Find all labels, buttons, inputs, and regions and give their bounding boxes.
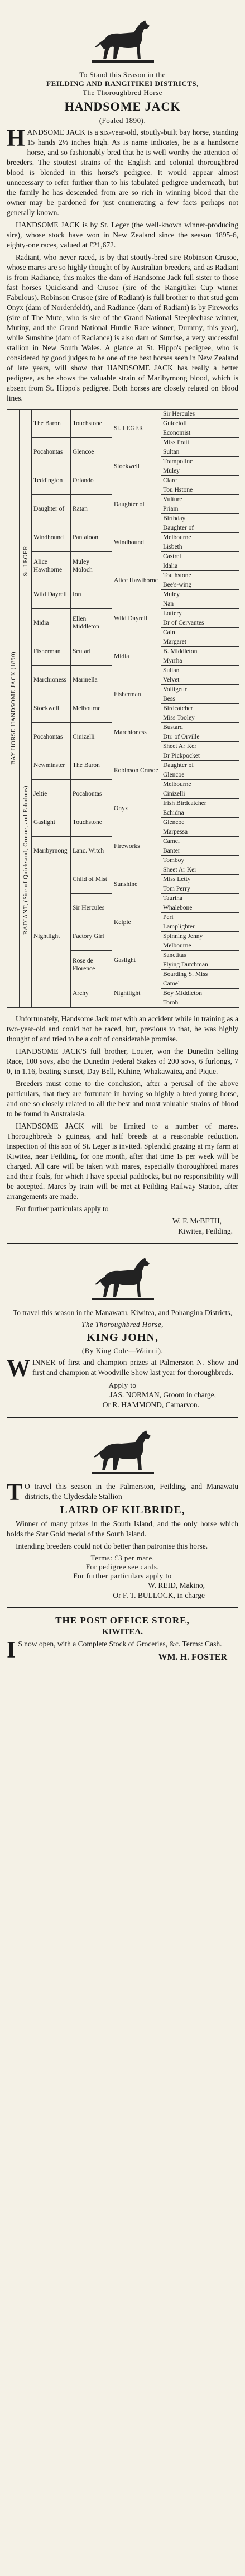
store-place: KIWITEA. (102, 1627, 143, 1636)
pedigree-ancestor: Idalia (161, 561, 239, 571)
pedigree-ancestor: Glencoe (71, 438, 112, 466)
signature-place: Kiwitea, Feilding. (178, 1227, 233, 1235)
dropcap: W (7, 1356, 30, 1382)
pedigree-ancestor: Daughter of (161, 523, 239, 533)
paragraph-3: Intending breeders could not do better than patronise this horse. (16, 1542, 208, 1550)
pedigree-ancestor: Whalebone (161, 903, 239, 913)
pedigree-ancestor: Scutari (71, 637, 112, 666)
pedigree-ancestor: Vulture (161, 495, 239, 504)
pedigree-ancestor: Lamplighter (161, 922, 239, 932)
pedigree-ancestor: Child of Mist (71, 865, 112, 894)
pedigree-ancestor: Tomboy (161, 856, 239, 865)
pedigree-ancestor: The Baron (32, 410, 71, 438)
pedigree-ancestor: Boarding S. Miss (161, 970, 239, 979)
pedigree-table (7, 409, 238, 1008)
dropcap: H (7, 126, 25, 151)
contact-1: JAS. NORMAN, Groom in charge, (109, 1391, 216, 1399)
paragraph-5: HANDSOME JACK'S full brother, Louter, won the Dunedin Selling Race, 100 sovs, also the Dunedin Federal Stakes of 200 sovs, 6 furlongs, 7 0, in 1.16, beating Sunset, Day Bell, Kuhine, Whakawaiea, and Pique. (7, 1047, 238, 1075)
pedigree-ancestor: Fisherman (112, 675, 161, 713)
pedigree-ancestor: Tom Perry (161, 884, 239, 894)
advertisement-post-office-store (7, 1608, 238, 1669)
pedigree-ancestor: Muley (161, 590, 239, 599)
pedigree-ancestor: Newminster (32, 751, 71, 780)
pedigree-ancestor: Dtr. of Orville (161, 732, 239, 742)
pedigree-ancestor: St. LEGER (112, 410, 161, 447)
pedigree-ancestor: Myrrha (161, 656, 239, 666)
pedigree-dam: RADIANT, (Sire of Quicksand, Crusoe, and Fabulous) (20, 713, 32, 1008)
horse-name: KING JOHN, (87, 1331, 158, 1344)
pedigree-ancestor: Guiccioli (161, 419, 239, 428)
pedigree-ancestor: Pantaloon (71, 523, 112, 552)
pedigree-ancestor: Glencoe (161, 818, 239, 827)
pedigree-ancestor: Flying Dutchman (161, 960, 239, 970)
pedigree-ancestor: Pocahontas (71, 780, 112, 808)
pedigree-ancestor: Spinning Jenny (161, 932, 239, 941)
foaled: (Foaled 1890). (99, 116, 146, 125)
pedigree-ancestor: Marchioness (112, 713, 161, 751)
paragraph-8: For further particulars apply to (16, 1204, 109, 1213)
pedigree-ancestor: Melbourne (161, 780, 239, 789)
pedigree-ancestor: Sultan (161, 447, 239, 457)
pedigree-ancestor: Cinizelli (71, 723, 112, 751)
pedigree-ancestor: Clare (161, 476, 239, 485)
pedigree-ancestor: Sir Hercules (71, 894, 112, 922)
pedigree-ancestor: Jeltie (32, 780, 71, 808)
pedigree-ancestor: Lisbeth (161, 542, 239, 552)
pedigree-ancestor: Marinella (71, 666, 112, 694)
horse-icon (89, 1423, 156, 1479)
horse-name: LAIRD OF KILBRIDE, (60, 1504, 185, 1516)
pedigree-ancestor: Tou Hstone (161, 485, 239, 495)
pedigree-ancestor: Nightlight (32, 865, 71, 1008)
pedigree-ancestor: Dr Pickpocket (161, 751, 239, 761)
pedigree-ancestor: Tou hstone (161, 571, 239, 580)
pedigree-ancestor: Glencoe (161, 770, 239, 780)
pedigree-ancestor: Melbourne (71, 694, 112, 723)
pedigree-ancestor: Pocahontas (32, 438, 71, 466)
pedigree-ancestor: Irish Birdcatcher (161, 799, 239, 808)
pedigree-ancestor: Echidna (161, 808, 239, 818)
paragraph-2: Winner of many prizes in the South Island, and the only horse which holds the Star Gold medal of the South Island. (7, 1520, 238, 1538)
intro-line: To Stand this Season in the (79, 70, 166, 79)
paragraph-1: T O travel this season in the Palmerston, Feilding, and Manawatu districts, the Clydesdale Stallion (7, 1480, 238, 1506)
pedigree-ancestor: Gaslight (32, 808, 71, 837)
breeding: (By King Cole—Wainui). (81, 1346, 164, 1355)
dropcap: T (7, 1480, 23, 1506)
pedigree-ancestor: Ratan (71, 495, 112, 523)
apply: For further particulars apply to (73, 1572, 172, 1580)
pedigree-ancestor: Alice Hawthorne (32, 552, 71, 580)
pedigree-ancestor: Boy Middleton (161, 989, 239, 998)
signature-2: Or F. T. BULLOCK, in charge (113, 1591, 205, 1599)
pedigree-ancestor: Castrel (161, 552, 239, 561)
intro-sub: The Thoroughbred Horse (83, 88, 162, 97)
advertisement-king-john (7, 1244, 238, 1418)
pedigree-ancestor: Miss Letty (161, 875, 239, 884)
pedigree-ancestor: Peri (161, 913, 239, 922)
paragraph-1: HANDSOME JACK is a six-year-old, stoutly-built bay horse, standing 15 hands 2½ inches high. As is name indicates, he is a handsome horse, and so fashionably bred that he is well worthy the attention of breeders. The stoutest strains of the English and colonial thoroughbred blood is blended in this horse's pedigree. It would appear almost unnecessary to refer further than to his tabulated pedigree underneath, but the family he has descended from are so rich in winning blood that the owner may be pardoned for just enumerating a few facts perhaps not generally known. (7, 126, 238, 217)
paragraph-1: I S now open, with a Complete Stock of Groceries, &c. Terms: Cash. (7, 1637, 222, 1663)
paragraph-7: HANDSOME JACK will be limited to a number of mares. Thoroughbreds 5 guineas, and half breeds at a reasonable reduction. Inspection of this son of St. Leger is invited. Splendid grazing at my farm at Kiwitea, near Feilding, for one month, after that time 1s per week will be charged. All care will be taken with mares, especially thoroughbred mares and their foals, for which I have special paddocks, but no responsibility will be accepted. Mares by train will be met at Feilding Railway Station, after arrangements are made. (7, 1122, 238, 1201)
pedigree-ancestor: Nan (161, 599, 239, 609)
pedigree-ancestor: Sunshine (112, 865, 161, 903)
dropcap: I (7, 1637, 16, 1663)
pedigree-ancestor: Daughter of (112, 485, 161, 523)
pedigree-horse-title: BAY HORSE HANDSOME JACK (1890) (7, 410, 20, 1008)
advertisement-laird-of-kilbride (7, 1418, 238, 1608)
pedigree-ancestor: Wild Dayrell (32, 580, 71, 609)
pedigree-ancestor: Archy (71, 979, 112, 1008)
pedigree-ancestor: Miss Tooley (161, 713, 239, 723)
signature-name: W. F. McBETH, (172, 1217, 222, 1225)
pedigree-ancestor: Onyx (112, 789, 161, 827)
pedigree-ancestor: Kelpie (112, 903, 161, 941)
pedigree-ancestor: Toroh (161, 998, 239, 1008)
pedigree-ancestor: Rose de Florence (71, 951, 112, 979)
pedigree-ancestor: Stockwell (32, 694, 71, 723)
pedigree-ancestor: Velvet (161, 675, 239, 685)
pedigree-ancestor: Gaslight (112, 941, 161, 979)
pedigree-ancestor: Muley Moloch (71, 552, 112, 580)
pedigree-ancestor: Sanctitas (161, 951, 239, 960)
advertisement-handsome-jack (7, 7, 238, 1244)
pedigree-ancestor: Daughter of (32, 495, 71, 523)
pedigree-ancestor: Camel (161, 979, 239, 989)
pedigree-ancestor: Sultan (161, 666, 239, 675)
districts-line: FEILDING AND RANGITIKEI DISTRICTS, (46, 79, 199, 88)
pedigree-ancestor: Sheet Ar Ker (161, 742, 239, 751)
pedigree-ancestor: The Baron (71, 751, 112, 780)
pedigree-ancestor: Robinson Crusoe (112, 751, 161, 789)
horse-name: HANDSOME JACK (64, 99, 181, 113)
pedigree-ancestor: Midia (32, 609, 71, 637)
pedigree-ancestor: Margaret (161, 637, 239, 647)
paragraph-4: Unfortunately, Handsome Jack met with an accident while in training as a two-year-old and could not be raced, but, previous to that, he was highly thought of and tried to be a colt of considerable promise. (7, 1015, 238, 1043)
pedigree-ancestor: Alice Hawthorne (112, 561, 161, 599)
pedigree-ancestor: Miss Pratt (161, 438, 239, 447)
pedigree-ancestor: Melbourne (161, 533, 239, 542)
pedigree-ancestor: Birthday (161, 514, 239, 523)
pedigree-ancestor: Trampoline (161, 457, 239, 466)
pedigree-ancestor: Dr of Cervantes (161, 618, 239, 628)
pedigree-ancestor: Lottery (161, 609, 239, 618)
horse-icon (89, 1250, 156, 1306)
pedigree-ancestor: Camel (161, 837, 239, 846)
intro: To travel this season in the Manawatu, Kiwitea, and Pohangina Districts, (12, 1308, 233, 1317)
pedigree-ancestor: Voltigeur (161, 685, 239, 694)
paragraph-2: HANDSOME JACK is by St. Leger (the well-known winner-producing sire), whose stock have won in New Zealand since the season 1895-6, eighty-one races, valued at £21,672. (7, 221, 238, 249)
paragraph-6: Breeders must come to the conclusion, after a perusal of the above particulars, that they are fortunate in having so highly a bred young horse, and one so closely related to all the best and most valuable strains of blood to be found in Australasia. (7, 1079, 238, 1118)
pedigree-note: For pedigree see cards. (85, 1563, 160, 1571)
pedigree-ancestor: Banter (161, 846, 239, 856)
pedigree-ancestor: Windhound (32, 523, 71, 552)
pedigree-ancestor: Taurina (161, 894, 239, 903)
pedigree-ancestor: Sheet Ar Ker (161, 865, 239, 875)
store-signature: WM. H. FOSTER (158, 1653, 227, 1662)
pedigree-ancestor: Fireworks (112, 827, 161, 865)
paragraph-3: Radiant, who never raced, is by that stoutly-bred sire Robinson Crusoe, whose mares are so highly thought of by Australian breeders, and as Radiant is from Radiance, this makes the dam of Handsome Jack full sister to those fast horses Quicksand and Crusoe (sire of the Rangitikei Cup winner Fabulous). Robinson Crusoe (sire of Radiant) is full brother to that stud gem Onyx (dam of Nordenfeldt), and Radiance (dam of Radiant) is by Fireworks (sire of The Mute, who is sire of the Grand National Steeplechase winner, Mutiny, and the Grand National Hurdle Race winner, Dummy, this year), while Sunshine (dam of Radiance) is also dam of Sunrise, a very successful stallion in New South Wales. A glance at St. Hippo's pedigree, who is considered by good judges to be one of the best horses seen in New Zealand of late years, will show that HANDSOME JACK has really a better pedigree, as he shows the valuable strain of Maribyrnong blood, which is absent from St. Hippo's pedigree. Both horses are closely related on blood lines. (7, 253, 238, 402)
pedigree-ancestor: Fisherman (32, 637, 71, 666)
pedigree-ancestor: Touchstone (71, 410, 112, 438)
pedigree-ancestor: Maribyrnong (32, 837, 71, 865)
pedigree-ancestor: Economist (161, 428, 239, 438)
pedigree-sire: St. LEGER (20, 410, 32, 713)
pedigree-ancestor: Lanc. Witch (71, 837, 112, 865)
pedigree-ancestor: Ellen Middleton (71, 609, 112, 637)
pedigree-ancestor: Midia (112, 637, 161, 675)
pedigree-ancestor: Marchioness (32, 666, 71, 694)
pedigree-ancestor: Pocahontas (32, 723, 71, 751)
horse-icon (89, 12, 156, 68)
pedigree-ancestor: Touchstone (71, 808, 112, 837)
pedigree-ancestor: Bess (161, 694, 239, 704)
pedigree-ancestor: Nightlight (112, 979, 161, 1008)
contact-2: Or R. HAMMOND, Carnarvon. (102, 1401, 199, 1409)
pedigree-ancestor: Stockwell (112, 447, 161, 485)
pedigree-ancestor: B. Middleton (161, 647, 239, 656)
pedigree-ancestor: Cain (161, 628, 239, 637)
pedigree-ancestor: Muley (161, 466, 239, 476)
pedigree-ancestor: Bee's-wing (161, 580, 239, 590)
pedigree-ancestor: Birdcatcher (161, 704, 239, 713)
signature-1: W. REID, Makino, (148, 1581, 205, 1589)
apply: Apply to (108, 1381, 137, 1389)
pedigree-ancestor: Priam (161, 504, 239, 514)
pedigree-ancestor: Factory Girl (71, 922, 112, 951)
pedigree-ancestor: Cinizelli (161, 789, 239, 799)
subtitle: The Thoroughbred Horse, (81, 1320, 164, 1329)
pedigree-ancestor: Wild Dayrell (112, 599, 161, 637)
pedigree-ancestor: Bustard (161, 723, 239, 732)
pedigree-ancestor: Teddington (32, 466, 71, 495)
pedigree-ancestor: Daughter of (161, 761, 239, 770)
paragraph-1: WINNER of first and champion prizes at Palmerston N. Show and first and champion at Woodville Show last year for thoroughbreds. (7, 1356, 238, 1382)
pedigree-ancestor: Marpessa (161, 827, 239, 837)
terms: Terms: £3 per mare. (90, 1554, 155, 1562)
store-heading: THE POST OFFICE STORE, (55, 1615, 190, 1626)
pedigree-ancestor: Ion (71, 580, 112, 609)
pedigree-ancestor: Windhound (112, 523, 161, 561)
pedigree-ancestor: Melbourne (161, 941, 239, 951)
pedigree-ancestor: Sir Hercules (161, 410, 239, 419)
pedigree-ancestor: Orlando (71, 466, 112, 495)
